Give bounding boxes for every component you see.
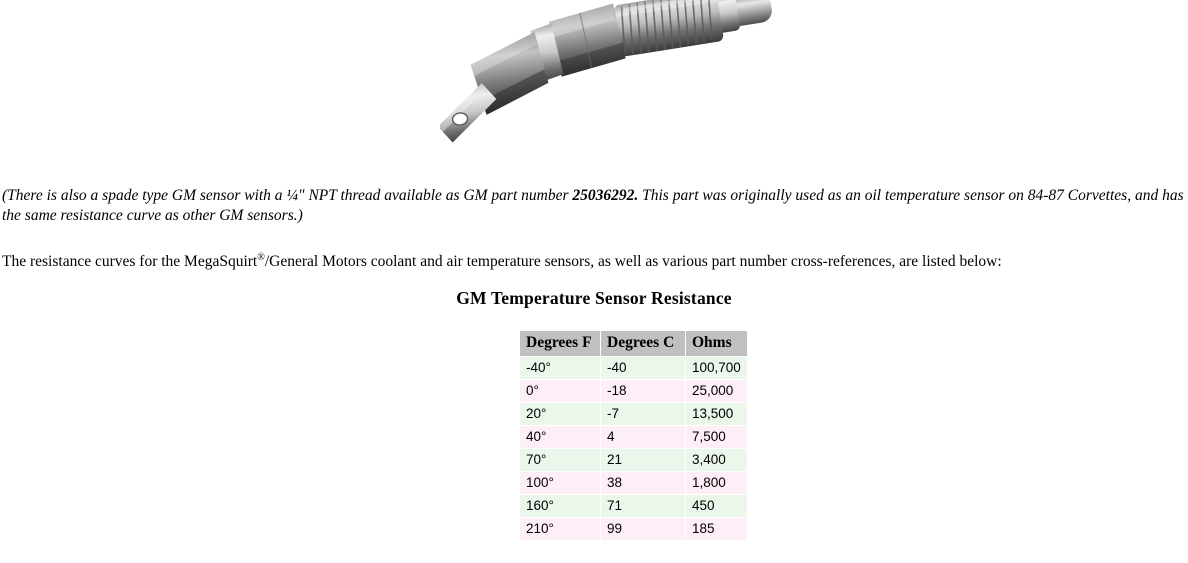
note-text-part1: (There is also a spade type GM sensor with a ¼" NPT thread available as GM part number [2, 187, 573, 204]
registered-trademark-symbol: ® [257, 252, 265, 263]
column-header-degrees-f: Degrees F [520, 331, 601, 357]
cell-degrees-f: 100° [520, 472, 601, 495]
table-row [520, 357, 748, 380]
cell-degrees-f: 70° [520, 449, 601, 472]
resistance-table-title: GM Temperature Sensor Resistance [456, 288, 732, 308]
cell-ohms: 450 [686, 495, 748, 518]
cell-degrees-c: 38 [601, 472, 686, 495]
cell-degrees-f: 40° [520, 426, 601, 449]
cell-degrees-c: -7 [601, 403, 686, 426]
cell-ohms: 7,500 [686, 426, 748, 449]
cell-ohms: 100,700 [686, 357, 748, 380]
table-row [520, 449, 748, 472]
table-row [520, 426, 748, 449]
table-row [520, 472, 748, 495]
column-header-degrees-c: Degrees C [601, 331, 686, 357]
intro-text-part2: /General Motors coolant and air temperature sensors, as well as various part number cross-references, are listed below: [264, 253, 1002, 271]
table-row [520, 380, 748, 403]
note-text-part2: This part was originally used as an oil temperature sensor on 84-87 Corvettes, and has the same resistance curve as other GM sensors.) [2, 187, 1184, 224]
cell-degrees-f: 160° [520, 495, 601, 518]
sensor-note-paragraph [2, 186, 1188, 226]
note-part-number: 25036292. [572, 187, 639, 204]
table-body [520, 357, 748, 541]
cell-ohms: 13,500 [686, 403, 748, 426]
cell-ohms: 185 [686, 518, 748, 541]
cell-degrees-f: 210° [520, 518, 601, 541]
cell-degrees-c: 99 [601, 518, 686, 541]
table-head [520, 331, 748, 357]
cell-degrees-c: 71 [601, 495, 686, 518]
intro-text-part1: The resistance curves for the MegaSquirt [2, 253, 258, 271]
cell-degrees-f: 0° [520, 380, 601, 403]
table-row [520, 518, 748, 541]
resistance-table-wrapper [519, 330, 748, 541]
column-header-ohms: Ohms [686, 331, 748, 357]
table-row [520, 495, 748, 518]
cell-ohms: 1,800 [686, 472, 748, 495]
cell-degrees-c: -18 [601, 380, 686, 403]
cell-degrees-c: 21 [601, 449, 686, 472]
cell-degrees-f: 20° [520, 403, 601, 426]
table-header-row [520, 331, 748, 357]
gm-temperature-sensor-resistance-table [519, 330, 748, 541]
cell-ohms: 25,000 [686, 380, 748, 403]
resistance-intro-paragraph [2, 248, 1102, 272]
gm-temperature-sensor-photo [440, 0, 820, 172]
cell-ohms: 3,400 [686, 449, 748, 472]
table-row [520, 403, 748, 426]
cell-degrees-f: -40° [520, 357, 601, 380]
cell-degrees-c: -40 [601, 357, 686, 380]
cell-degrees-c: 4 [601, 426, 686, 449]
